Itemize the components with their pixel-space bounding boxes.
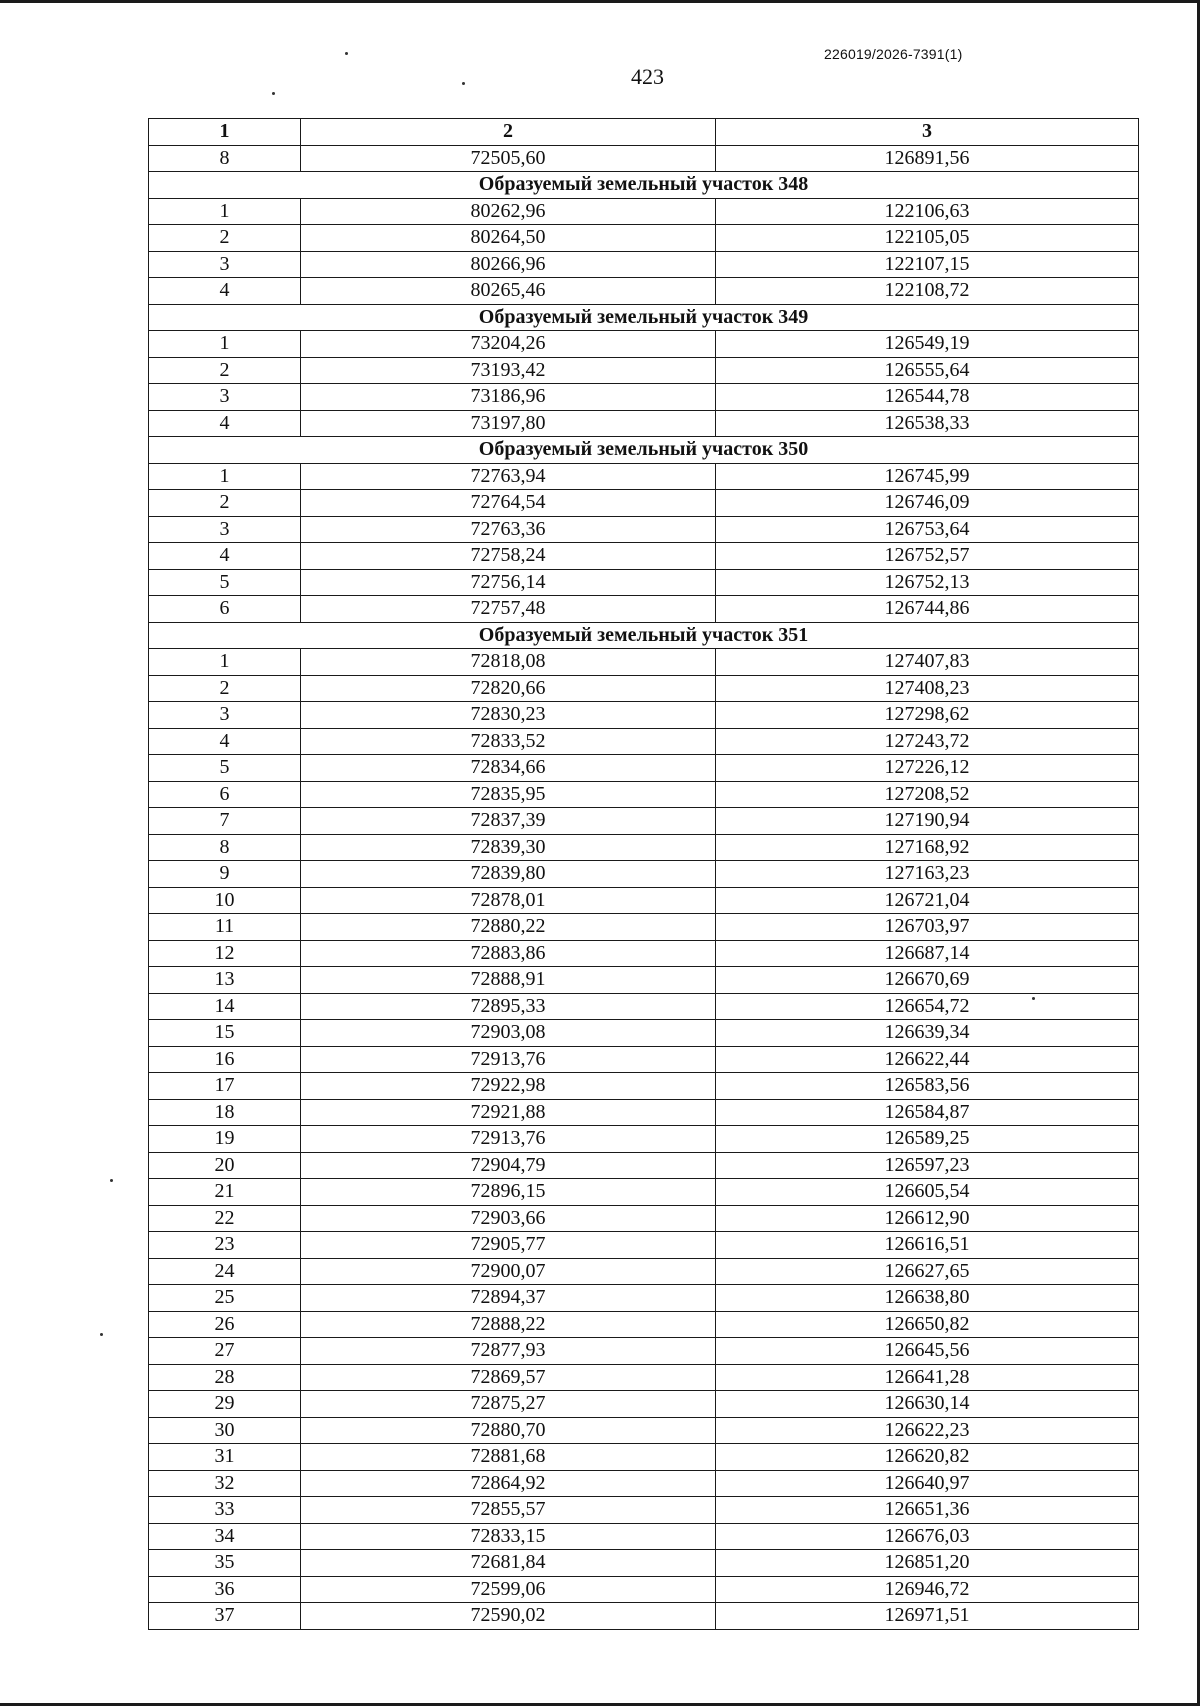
point-number-cell: 7 <box>149 808 301 835</box>
y-coordinate-cell: 126597,23 <box>716 1152 1139 1179</box>
table-row <box>149 1576 1139 1603</box>
table-row <box>149 834 1139 861</box>
point-number-cell: 3 <box>149 702 301 729</box>
y-coordinate-cell: 126639,34 <box>716 1020 1139 1047</box>
x-coordinate-cell: 73193,42 <box>301 357 716 384</box>
x-coordinate-cell: 72837,39 <box>301 808 716 835</box>
table-row <box>149 1338 1139 1365</box>
x-coordinate-cell: 80262,96 <box>301 198 716 225</box>
point-number-cell: 3 <box>149 516 301 543</box>
point-number-cell: 34 <box>149 1523 301 1550</box>
point-number-cell: 8 <box>149 145 301 172</box>
point-number-cell: 2 <box>149 357 301 384</box>
x-coordinate-cell: 72880,70 <box>301 1417 716 1444</box>
table-row <box>149 649 1139 676</box>
x-coordinate-cell: 72590,02 <box>301 1603 716 1630</box>
x-coordinate-cell: 72756,14 <box>301 569 716 596</box>
point-number-cell: 6 <box>149 781 301 808</box>
table-row <box>149 1470 1139 1497</box>
x-coordinate-cell: 72888,91 <box>301 967 716 994</box>
x-coordinate-cell: 72834,66 <box>301 755 716 782</box>
x-coordinate-cell: 72839,30 <box>301 834 716 861</box>
point-number-cell: 23 <box>149 1232 301 1259</box>
point-number-cell: 5 <box>149 755 301 782</box>
x-coordinate-cell: 72903,66 <box>301 1205 716 1232</box>
x-coordinate-cell: 72913,76 <box>301 1126 716 1153</box>
point-number-cell: 20 <box>149 1152 301 1179</box>
column-header: 1 <box>149 119 301 146</box>
x-coordinate-cell: 73197,80 <box>301 410 716 437</box>
y-coordinate-cell: 127243,72 <box>716 728 1139 755</box>
table-row <box>149 1497 1139 1524</box>
scan-speck <box>462 82 465 85</box>
y-coordinate-cell: 126645,56 <box>716 1338 1139 1365</box>
table-row <box>149 410 1139 437</box>
section-header-row <box>149 622 1139 649</box>
table-row <box>149 1126 1139 1153</box>
point-number-cell: 18 <box>149 1099 301 1126</box>
x-coordinate-cell: 72869,57 <box>301 1364 716 1391</box>
table-row <box>149 1523 1139 1550</box>
point-number-cell: 15 <box>149 1020 301 1047</box>
column-header: 3 <box>716 119 1139 146</box>
table-row <box>149 1152 1139 1179</box>
y-coordinate-cell: 122107,15 <box>716 251 1139 278</box>
table-row <box>149 1417 1139 1444</box>
y-coordinate-cell: 122105,05 <box>716 225 1139 252</box>
table-row <box>149 1046 1139 1073</box>
table-row <box>149 781 1139 808</box>
x-coordinate-cell: 72875,27 <box>301 1391 716 1418</box>
table-row <box>149 357 1139 384</box>
point-number-cell: 4 <box>149 278 301 305</box>
table-row <box>149 1285 1139 1312</box>
x-coordinate-cell: 72757,48 <box>301 596 716 623</box>
table-row <box>149 278 1139 305</box>
point-number-cell: 29 <box>149 1391 301 1418</box>
y-coordinate-cell: 126622,23 <box>716 1417 1139 1444</box>
y-coordinate-cell: 126721,04 <box>716 887 1139 914</box>
point-number-cell: 22 <box>149 1205 301 1232</box>
y-coordinate-cell: 126654,72 <box>716 993 1139 1020</box>
column-header: 2 <box>301 119 716 146</box>
x-coordinate-cell: 72913,76 <box>301 1046 716 1073</box>
point-number-cell: 4 <box>149 410 301 437</box>
y-coordinate-cell: 127407,83 <box>716 649 1139 676</box>
y-coordinate-cell: 126584,87 <box>716 1099 1139 1126</box>
y-coordinate-cell: 126752,57 <box>716 543 1139 570</box>
table-row <box>149 1099 1139 1126</box>
point-number-cell: 1 <box>149 198 301 225</box>
coordinates-table <box>148 118 1139 1630</box>
table-row <box>149 569 1139 596</box>
table-row <box>149 145 1139 172</box>
scan-speck <box>100 1333 103 1336</box>
point-number-cell: 1 <box>149 331 301 358</box>
table-row <box>149 1205 1139 1232</box>
y-coordinate-cell: 126746,09 <box>716 490 1139 517</box>
y-coordinate-cell: 122106,63 <box>716 198 1139 225</box>
y-coordinate-cell: 126946,72 <box>716 1576 1139 1603</box>
x-coordinate-cell: 72904,79 <box>301 1152 716 1179</box>
section-title: Образуемый земельный участок 351 <box>149 622 1139 649</box>
y-coordinate-cell: 126638,80 <box>716 1285 1139 1312</box>
point-number-cell: 2 <box>149 490 301 517</box>
point-number-cell: 17 <box>149 1073 301 1100</box>
y-coordinate-cell: 126622,44 <box>716 1046 1139 1073</box>
x-coordinate-cell: 73186,96 <box>301 384 716 411</box>
x-coordinate-cell: 72921,88 <box>301 1099 716 1126</box>
x-coordinate-cell: 80265,46 <box>301 278 716 305</box>
table-row <box>149 887 1139 914</box>
x-coordinate-cell: 72895,33 <box>301 993 716 1020</box>
table-row <box>149 331 1139 358</box>
y-coordinate-cell: 127226,12 <box>716 755 1139 782</box>
y-coordinate-cell: 126745,99 <box>716 463 1139 490</box>
table-header-row <box>149 119 1139 146</box>
y-coordinate-cell: 126670,69 <box>716 967 1139 994</box>
y-coordinate-cell: 127208,52 <box>716 781 1139 808</box>
table-row <box>149 808 1139 835</box>
x-coordinate-cell: 72818,08 <box>301 649 716 676</box>
point-number-cell: 11 <box>149 914 301 941</box>
y-coordinate-cell: 126891,56 <box>716 145 1139 172</box>
point-number-cell: 14 <box>149 993 301 1020</box>
table-row <box>149 702 1139 729</box>
point-number-cell: 10 <box>149 887 301 914</box>
point-number-cell: 5 <box>149 569 301 596</box>
y-coordinate-cell: 127163,23 <box>716 861 1139 888</box>
x-coordinate-cell: 72864,92 <box>301 1470 716 1497</box>
point-number-cell: 28 <box>149 1364 301 1391</box>
x-coordinate-cell: 80266,96 <box>301 251 716 278</box>
y-coordinate-cell: 126851,20 <box>716 1550 1139 1577</box>
x-coordinate-cell: 72820,66 <box>301 675 716 702</box>
point-number-cell: 30 <box>149 1417 301 1444</box>
point-number-cell: 21 <box>149 1179 301 1206</box>
table-row <box>149 490 1139 517</box>
table-row <box>149 940 1139 967</box>
y-coordinate-cell: 122108,72 <box>716 278 1139 305</box>
y-coordinate-cell: 126589,25 <box>716 1126 1139 1153</box>
y-coordinate-cell: 126549,19 <box>716 331 1139 358</box>
y-coordinate-cell: 127298,62 <box>716 702 1139 729</box>
x-coordinate-cell: 72894,37 <box>301 1285 716 1312</box>
section-title: Образуемый земельный участок 348 <box>149 172 1139 199</box>
point-number-cell: 37 <box>149 1603 301 1630</box>
y-coordinate-cell: 126687,14 <box>716 940 1139 967</box>
point-number-cell: 4 <box>149 728 301 755</box>
scan-speck <box>345 52 348 55</box>
x-coordinate-cell: 72833,52 <box>301 728 716 755</box>
y-coordinate-cell: 126616,51 <box>716 1232 1139 1259</box>
table-row <box>149 1444 1139 1471</box>
y-coordinate-cell: 127190,94 <box>716 808 1139 835</box>
point-number-cell: 27 <box>149 1338 301 1365</box>
x-coordinate-cell: 72505,60 <box>301 145 716 172</box>
table-row <box>149 1073 1139 1100</box>
y-coordinate-cell: 126630,14 <box>716 1391 1139 1418</box>
y-coordinate-cell: 126641,28 <box>716 1364 1139 1391</box>
point-number-cell: 8 <box>149 834 301 861</box>
x-coordinate-cell: 72877,93 <box>301 1338 716 1365</box>
table-body <box>149 145 1139 1629</box>
x-coordinate-cell: 73204,26 <box>301 331 716 358</box>
x-coordinate-cell: 72835,95 <box>301 781 716 808</box>
table-row <box>149 1020 1139 1047</box>
point-number-cell: 36 <box>149 1576 301 1603</box>
x-coordinate-cell: 72880,22 <box>301 914 716 941</box>
scan-speck <box>110 1179 113 1182</box>
x-coordinate-cell: 72888,22 <box>301 1311 716 1338</box>
x-coordinate-cell: 72833,15 <box>301 1523 716 1550</box>
point-number-cell: 19 <box>149 1126 301 1153</box>
y-coordinate-cell: 127408,23 <box>716 675 1139 702</box>
y-coordinate-cell: 126538,33 <box>716 410 1139 437</box>
y-coordinate-cell: 126744,86 <box>716 596 1139 623</box>
x-coordinate-cell: 72922,98 <box>301 1073 716 1100</box>
x-coordinate-cell: 72839,80 <box>301 861 716 888</box>
point-number-cell: 4 <box>149 543 301 570</box>
table-row <box>149 384 1139 411</box>
point-number-cell: 32 <box>149 1470 301 1497</box>
x-coordinate-cell: 80264,50 <box>301 225 716 252</box>
y-coordinate-cell: 126650,82 <box>716 1311 1139 1338</box>
table-row <box>149 675 1139 702</box>
table-row <box>149 755 1139 782</box>
document-number: 226019/2026-7391(1) <box>824 46 963 62</box>
table-row <box>149 1364 1139 1391</box>
point-number-cell: 31 <box>149 1444 301 1471</box>
y-coordinate-cell: 126752,13 <box>716 569 1139 596</box>
table-row <box>149 967 1139 994</box>
section-header-row <box>149 172 1139 199</box>
table-row <box>149 1603 1139 1630</box>
x-coordinate-cell: 72903,08 <box>301 1020 716 1047</box>
point-number-cell: 26 <box>149 1311 301 1338</box>
x-coordinate-cell: 72905,77 <box>301 1232 716 1259</box>
section-title: Образуемый земельный участок 349 <box>149 304 1139 331</box>
table-row <box>149 463 1139 490</box>
x-coordinate-cell: 72900,07 <box>301 1258 716 1285</box>
point-number-cell: 3 <box>149 384 301 411</box>
x-coordinate-cell: 72599,06 <box>301 1576 716 1603</box>
table-row <box>149 914 1139 941</box>
table-row <box>149 1311 1139 1338</box>
table-row <box>149 225 1139 252</box>
point-number-cell: 1 <box>149 649 301 676</box>
x-coordinate-cell: 72855,57 <box>301 1497 716 1524</box>
table-row <box>149 543 1139 570</box>
table-row <box>149 1232 1139 1259</box>
section-header-row <box>149 304 1139 331</box>
y-coordinate-cell: 126555,64 <box>716 357 1139 384</box>
y-coordinate-cell: 126627,65 <box>716 1258 1139 1285</box>
y-coordinate-cell: 126753,64 <box>716 516 1139 543</box>
x-coordinate-cell: 72763,94 <box>301 463 716 490</box>
x-coordinate-cell: 72830,23 <box>301 702 716 729</box>
table-row <box>149 198 1139 225</box>
x-coordinate-cell: 72878,01 <box>301 887 716 914</box>
point-number-cell: 1 <box>149 463 301 490</box>
section-title: Образуемый земельный участок 350 <box>149 437 1139 464</box>
point-number-cell: 25 <box>149 1285 301 1312</box>
point-number-cell: 6 <box>149 596 301 623</box>
y-coordinate-cell: 126971,51 <box>716 1603 1139 1630</box>
x-coordinate-cell: 72681,84 <box>301 1550 716 1577</box>
x-coordinate-cell: 72764,54 <box>301 490 716 517</box>
point-number-cell: 3 <box>149 251 301 278</box>
table-row <box>149 596 1139 623</box>
y-coordinate-cell: 126651,36 <box>716 1497 1139 1524</box>
x-coordinate-cell: 72883,86 <box>301 940 716 967</box>
point-number-cell: 16 <box>149 1046 301 1073</box>
table-row <box>149 251 1139 278</box>
point-number-cell: 35 <box>149 1550 301 1577</box>
point-number-cell: 2 <box>149 225 301 252</box>
x-coordinate-cell: 72763,36 <box>301 516 716 543</box>
point-number-cell: 2 <box>149 675 301 702</box>
point-number-cell: 33 <box>149 1497 301 1524</box>
section-header-row <box>149 437 1139 464</box>
y-coordinate-cell: 126640,97 <box>716 1470 1139 1497</box>
point-number-cell: 13 <box>149 967 301 994</box>
y-coordinate-cell: 126703,97 <box>716 914 1139 941</box>
point-number-cell: 9 <box>149 861 301 888</box>
y-coordinate-cell: 126544,78 <box>716 384 1139 411</box>
y-coordinate-cell: 126620,82 <box>716 1444 1139 1471</box>
table-row <box>149 861 1139 888</box>
point-number-cell: 12 <box>149 940 301 967</box>
x-coordinate-cell: 72896,15 <box>301 1179 716 1206</box>
scan-speck <box>272 92 275 95</box>
y-coordinate-cell: 126676,03 <box>716 1523 1139 1550</box>
y-coordinate-cell: 127168,92 <box>716 834 1139 861</box>
x-coordinate-cell: 72881,68 <box>301 1444 716 1471</box>
table-row <box>149 993 1139 1020</box>
scan-border-top <box>0 0 1200 3</box>
y-coordinate-cell: 126605,54 <box>716 1179 1139 1206</box>
table-row <box>149 1391 1139 1418</box>
y-coordinate-cell: 126612,90 <box>716 1205 1139 1232</box>
page-number: 423 <box>631 64 664 89</box>
table-row <box>149 516 1139 543</box>
point-number-cell: 24 <box>149 1258 301 1285</box>
table-row <box>149 1550 1139 1577</box>
y-coordinate-cell: 126583,56 <box>716 1073 1139 1100</box>
coordinates-table-container <box>148 118 1138 1630</box>
table-row <box>149 1258 1139 1285</box>
table-row <box>149 1179 1139 1206</box>
x-coordinate-cell: 72758,24 <box>301 543 716 570</box>
table-row <box>149 728 1139 755</box>
